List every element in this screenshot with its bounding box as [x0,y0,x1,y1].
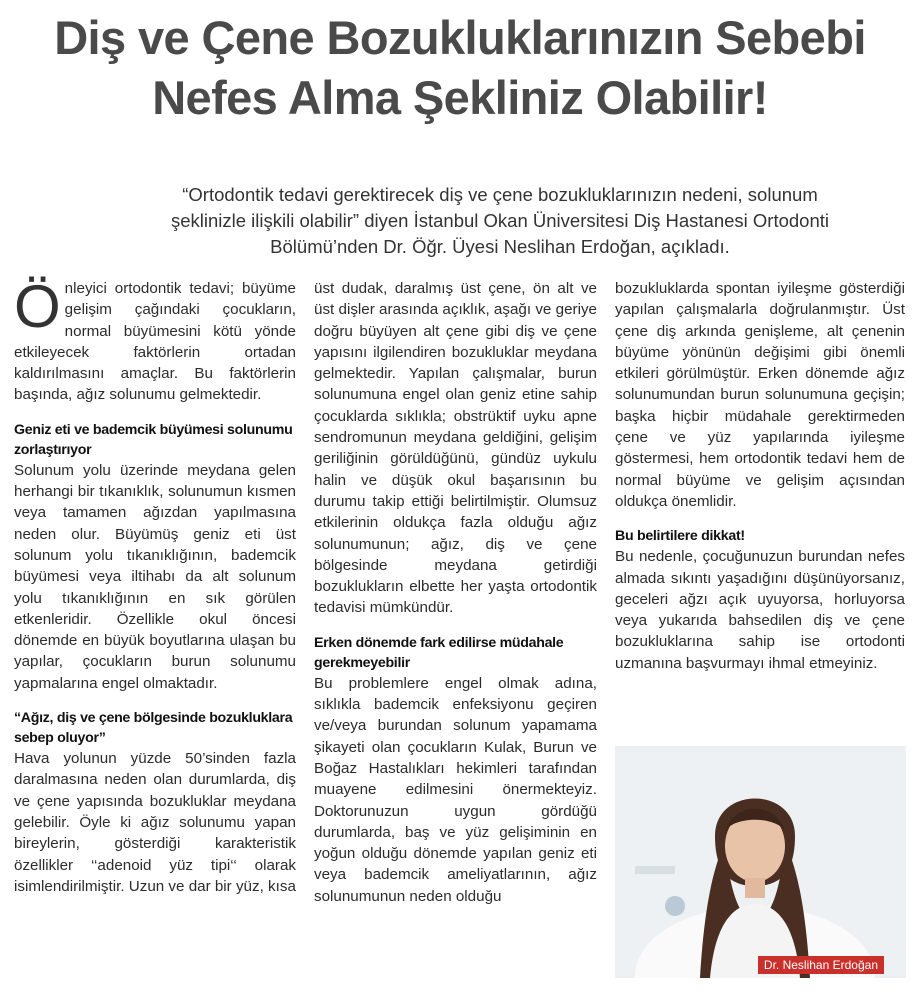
article-column-3 [615,278,905,688]
body-paragraph: bozukluklarda spontan iyileşme gösterdiği yapılan çalışmalarla doğrulanmıştır. Üst çene diş arkında genişleme, alt çenenin büyüme yönünün değişimi gibi önemli etkileri görülmüştür. Erken dönemde ağız solunumundan burun solunumuna geçişin; başka hiçbir müdahale gerektirmeden çene ve yüz yapılarında iyileşme göstermesi, hem ortodontik tedavi hem de normal büyüme ve gelişim açısından oldukça önemlidir. [615,280,905,510]
subheading-symptoms: Bu belirtilere dikkat! [615,528,745,545]
subheading-adenoid: Geniz eti ve bademcik büyümesi solunumu zorlaştırıyor [14,421,293,458]
drop-cap: Ö [14,273,61,340]
headline-line-2: Nefes Alma Şekliniz Olabilir! [152,71,768,124]
subheading-jaw-disorders: “Ağız, diş ve çene bölgesinde bozukluklara sebep oluyor” [14,710,293,747]
body-paragraph: Solunum yolu üzerinde meydana gelen herhangi bir tıkanıklık, solunumun kısmen veya tamamen ağızdan yapılmasına neden olur. Büyümüş geniz eti üst solunum yolu tıkanıklığının, bademcik büyümesi veya iltihabı da alt solunum yolu tıkanıklığının en sık görülen etkenleridir. Özellikle okul öncesi dönemde en büyük boyutlarına ulaşan bu yapılar, çocukların burun solunumu yapmalarına engel olmaktadır. [14,461,296,692]
portrait-illustration [615,746,906,978]
subheading-early-detection: Erken dönemde fark edilirse müdahale gerekmeyebilir [314,634,564,671]
intro-text: nleyici ortodontik tedavi; büyüme gelişim çağındaki çocukların, normal büyümesini kötü yönde etkileyecek faktörlerin ortadan kaldırılmasını amaçlar. Bu faktörlerin başında, ağız solunumu gelmektedir. [14,280,296,404]
author-photo [615,746,906,978]
intro-paragraph [14,273,296,406]
headline [0,8,920,128]
body-paragraph: Hava yolunun yüzde 50’sinden fazla daralmasına neden olan durumlarda, diş ve çene yapısında bozukluklar meydana gelebilir. Öyle ki ağız solunumu yapan bireylerin, gösterdiği karakteristik özellikler ‘‘adenoid yüz tipi‘‘ olarak isimlendirilmiştir. Uzun ve dar bir yüz, kısa [14,750,296,895]
headline-line-1: Diş ve Çene Bozukluklarınızın Sebebi [54,11,866,64]
lead-paragraph: “Ortodontik tedavi gerektirecek diş ve çene bozukluklarınızın nedeni, solunum şeklinizle ilişkili olabilir” diyen İstanbul Okan Üniversitesi Diş Hastanesi Ortodonti Bölümü’nden Dr. Öğr. Üyesi Neslihan Erdoğan, açıkladı. [170,184,830,257]
article-column-1 [14,273,296,911]
photo-caption: Dr. Neslihan Erdoğan [758,956,884,974]
article-column-2 [314,278,597,921]
body-paragraph: üst dudak, daralmış üst çene, ön alt ve üst dişler arasında açıklık, aşağı ve geriye doğru büyüyen alt çene gibi diş ve çene yapısını ilgilendiren bozukluklar meydana gelmektedir. Yapılan çalışmalar, burun solunumuna engel olan geniz etine sahip çocuklarda sıklıkla; obstrüktif uyku apne sendromunun meydana geldiğini, gelişim geriliğinin görüldüğünü, gündüz uykulu halin ve düşük okul başarısının bu durumu takip ettiği belirtilmiştir. Olumsuz etkilerinin oldukça fazla olduğu ağız solunumunun; ağız, diş ve çene bölgesinde meydana getirdiği bozuklukların elbette her yaşta ortodontik tedavisi mümkündür. [314,280,597,617]
body-paragraph: Bu problemlere engel olmak adına, sıklıkla bademcik enfeksiyonu geçiren ve/veya burundan solunum yapamama şikayeti olan çocukların Kulak, Burun ve Boğaz Hastalıkları hekimleri tarafından muayene edilmesini önermekteyiz. Doktorunuzun uygun gördüğü durumlarda, baş ve yüz gelişiminin en yoğun olduğu dönemde yapılan geniz eti veya bademcik ameliyatlarının, ağız solunumunun neden olduğu [314,674,597,905]
body-paragraph: Bu nedenle, çocuğunuzun burundan nefes almada sıkıntı yaşadığını düşünüyorsanız, geceleri ağzı açık uyuyorsa, horluyorsa veya yukarıda bahsedilen diş ve çene bozukluklarına sahip ise ortodonti uzmanına başvurmayı ihmal etmeyiniz. [615,548,905,672]
